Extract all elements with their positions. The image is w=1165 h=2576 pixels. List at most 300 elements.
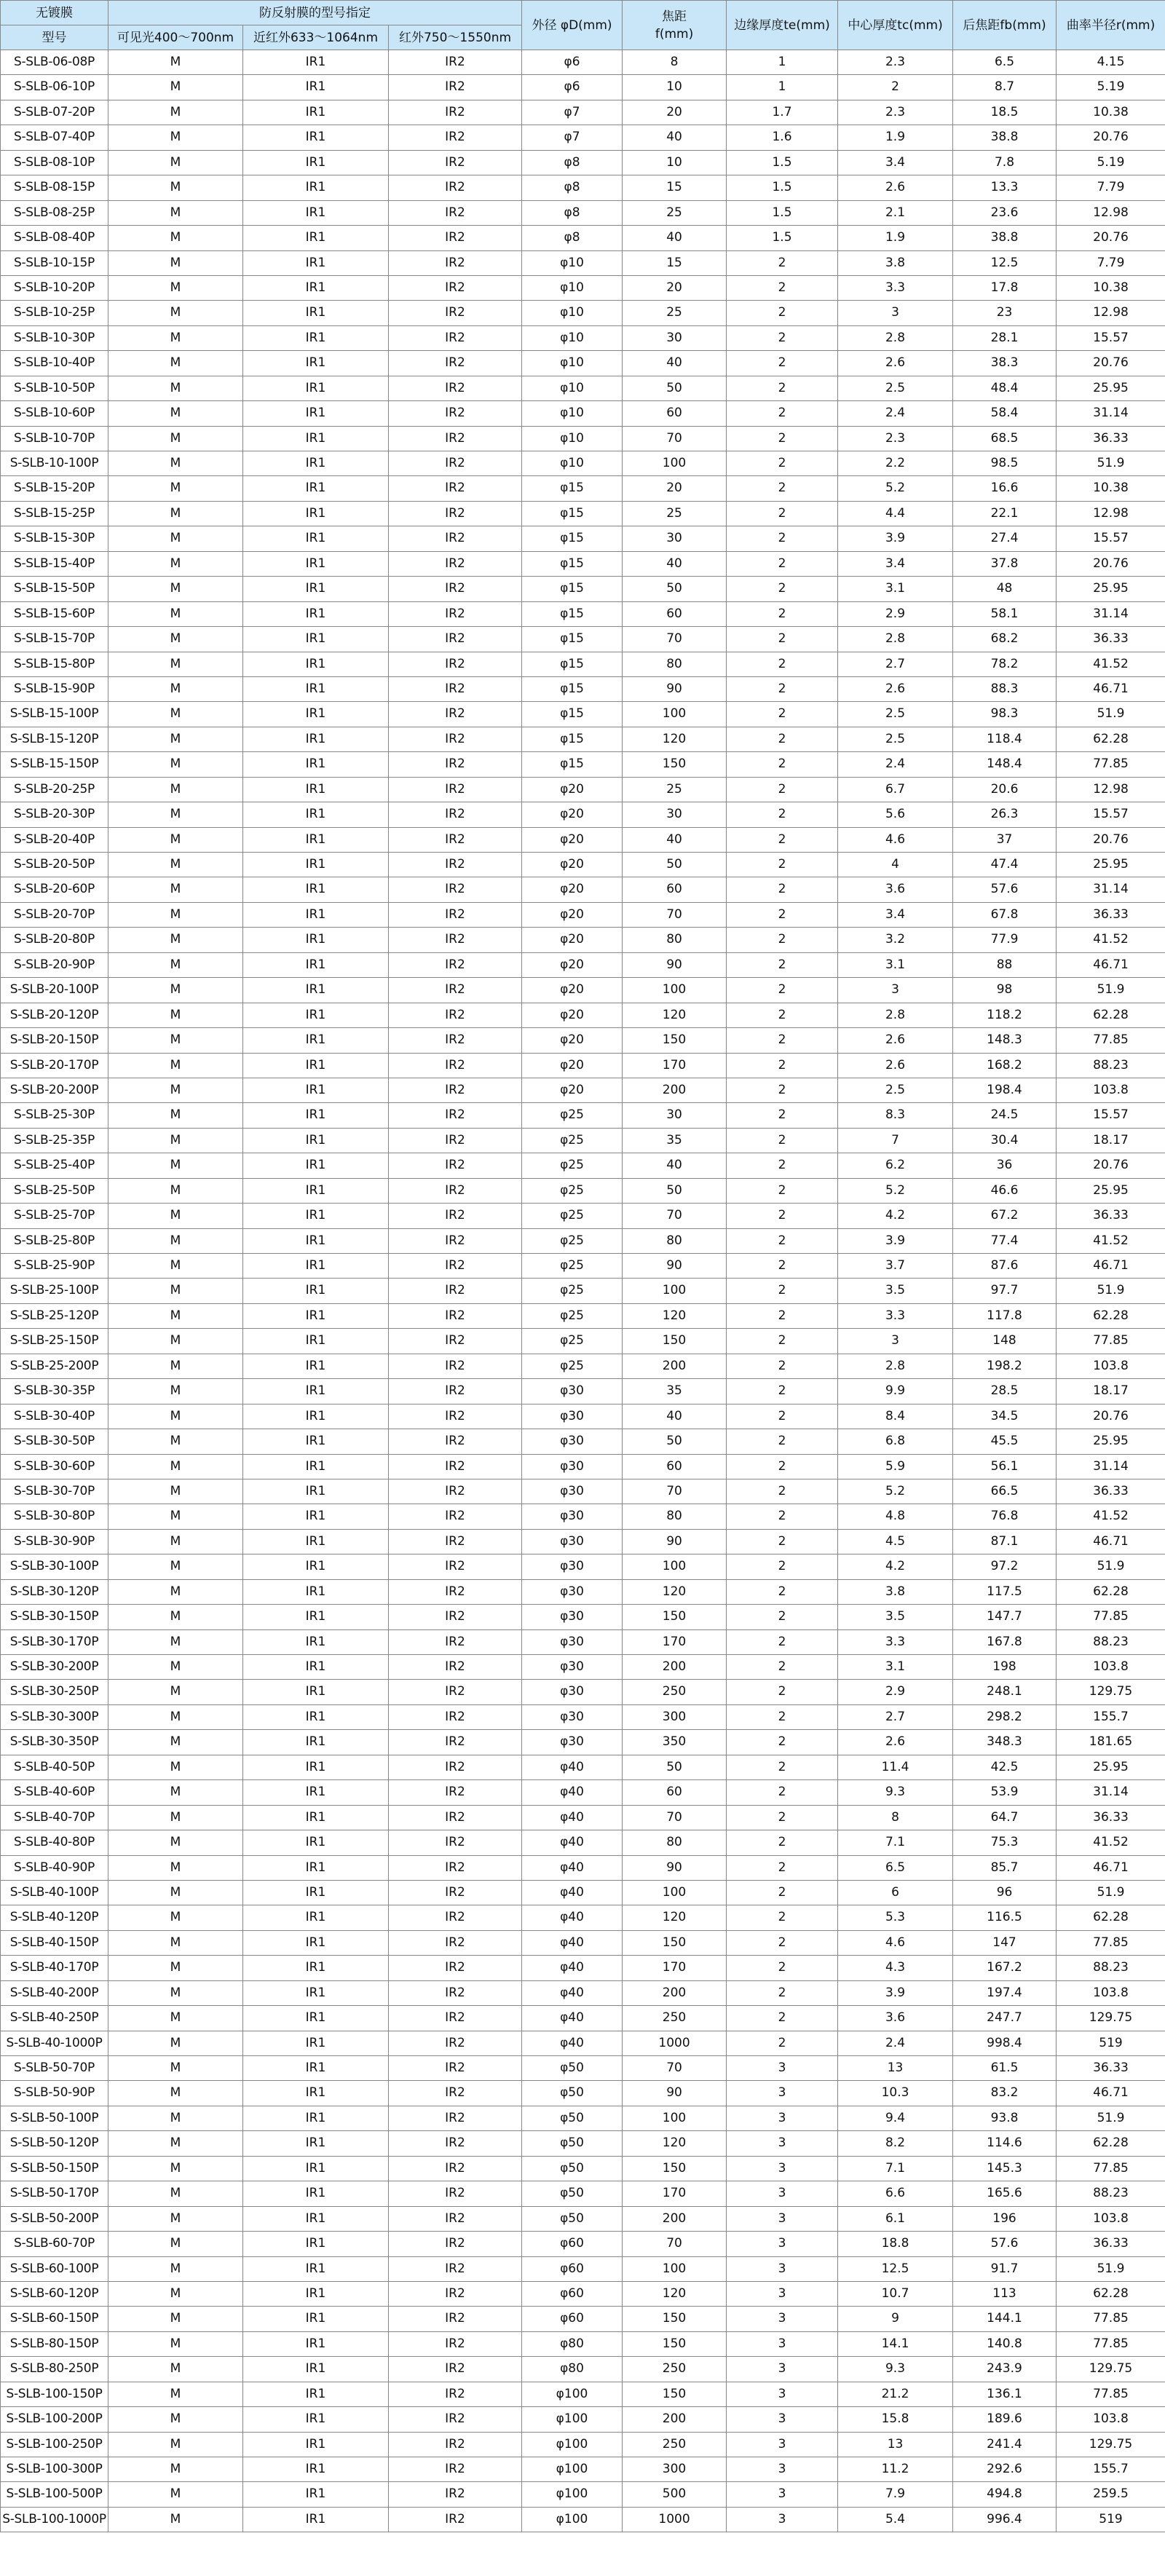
focal-length-cell: 40 — [623, 551, 727, 576]
edge-thickness-cell: 2 — [727, 451, 838, 476]
model-cell: S-SLB-40-50P — [1, 1755, 108, 1779]
back-focal-cell: 168.2 — [953, 1053, 1057, 1078]
edge-thickness-cell: 2 — [727, 1053, 838, 1078]
center-thickness-cell: 11.4 — [838, 1755, 953, 1779]
near-ir-cell: IR1 — [243, 226, 389, 250]
ir-cell: IR2 — [389, 877, 522, 902]
focal-length-cell: 90 — [623, 952, 727, 977]
diameter-cell: φ20 — [522, 1078, 623, 1102]
ir-cell: IR2 — [389, 1479, 522, 1504]
ir-cell: IR2 — [389, 2407, 522, 2432]
table-row — [1, 351, 1165, 376]
back-focal-cell: 198.4 — [953, 1078, 1057, 1102]
near-ir-cell: IR1 — [243, 601, 389, 626]
near-ir-cell: IR1 — [243, 200, 389, 225]
ar-coating-group-header: 防反射膜的型号指定 — [108, 1, 522, 25]
focal-length-cell: 80 — [623, 652, 727, 676]
diameter-cell: φ20 — [522, 1003, 623, 1027]
focal-length-cell: 100 — [623, 2106, 727, 2130]
model-cell: S-SLB-60-120P — [1, 2281, 108, 2306]
back-focal-cell: 57.6 — [953, 2232, 1057, 2256]
visible-cell: M — [108, 2056, 243, 2081]
edge-thickness-cell: 2 — [727, 1579, 838, 1604]
back-focal-cell: 117.5 — [953, 1579, 1057, 1604]
visible-cell: M — [108, 1204, 243, 1228]
radius-cell: 31.14 — [1057, 877, 1165, 902]
model-cell: S-SLB-10-15P — [1, 250, 108, 275]
back-focal-cell: 140.8 — [953, 2331, 1057, 2356]
ir-cell: IR2 — [389, 476, 522, 501]
ir-cell: IR2 — [389, 125, 522, 150]
model-cell: S-SLB-30-100P — [1, 1554, 108, 1579]
model-cell: S-SLB-08-25P — [1, 200, 108, 225]
center-thickness-cell: 1.9 — [838, 226, 953, 250]
table-row — [1, 2081, 1165, 2106]
radius-cell: 10.38 — [1057, 100, 1165, 125]
edge-thickness-cell: 1.6 — [727, 125, 838, 150]
diameter-cell: φ20 — [522, 777, 623, 802]
table-row — [1, 1529, 1165, 1554]
ir-cell: IR2 — [389, 727, 522, 751]
visible-cell: M — [108, 1504, 243, 1529]
near-ir-cell: IR1 — [243, 1704, 389, 1729]
diameter-cell: φ20 — [522, 1028, 623, 1053]
visible-cell: M — [108, 2006, 243, 2031]
visible-cell: M — [108, 75, 243, 100]
edge-thickness-cell: 2 — [727, 902, 838, 927]
center-thickness-cell: 3.9 — [838, 1980, 953, 2005]
near-ir-header: 近红外633～1064nm — [243, 25, 389, 50]
diameter-cell: φ20 — [522, 928, 623, 952]
back-focal-cell: 47.4 — [953, 853, 1057, 877]
center-thickness-cell: 3.4 — [838, 150, 953, 175]
focal-length-cell: 60 — [623, 1454, 727, 1479]
edge-thickness-cell: 3 — [727, 2131, 838, 2156]
edge-thickness-cell: 2 — [727, 853, 838, 877]
table-row — [1, 1855, 1165, 1880]
visible-cell: M — [108, 2281, 243, 2306]
ir-cell: IR2 — [389, 200, 522, 225]
center-thickness-cell: 7 — [838, 1128, 953, 1153]
near-ir-cell: IR1 — [243, 1454, 389, 1479]
ir-cell: IR2 — [389, 150, 522, 175]
ir-cell: IR2 — [389, 2106, 522, 2130]
ir-cell: IR2 — [389, 2382, 522, 2406]
near-ir-cell: IR1 — [243, 627, 389, 652]
ir-cell: IR2 — [389, 1178, 522, 1203]
ir-cell: IR2 — [389, 426, 522, 451]
visible-cell: M — [108, 1379, 243, 1404]
focal-length-cell: 30 — [623, 325, 727, 350]
back-focal-cell: 75.3 — [953, 1830, 1057, 1855]
focal-length-cell: 10 — [623, 75, 727, 100]
model-cell: S-SLB-20-200P — [1, 1078, 108, 1102]
back-focal-cell: 56.1 — [953, 1454, 1057, 1479]
radius-cell: 62.28 — [1057, 1579, 1165, 1604]
edge-thickness-cell: 2 — [727, 1830, 838, 1855]
model-cell: S-SLB-15-50P — [1, 577, 108, 601]
center-thickness-cell: 13 — [838, 2432, 953, 2457]
diameter-cell: φ30 — [522, 1655, 623, 1680]
back-focal-cell: 167.2 — [953, 1956, 1057, 1980]
near-ir-cell: IR1 — [243, 1228, 389, 1253]
visible-cell: M — [108, 1329, 243, 1354]
model-cell: S-SLB-30-80P — [1, 1504, 108, 1529]
focal-length-cell: 10 — [623, 150, 727, 175]
visible-cell: M — [108, 702, 243, 727]
center-thickness-cell: 2.3 — [838, 100, 953, 125]
near-ir-cell: IR1 — [243, 50, 389, 75]
back-focal-cell: 198.2 — [953, 1354, 1057, 1378]
diameter-cell: φ30 — [522, 1730, 623, 1755]
focal-length-cell: 35 — [623, 1128, 727, 1153]
edge-thickness-cell: 2 — [727, 376, 838, 400]
focal-length-cell: 100 — [623, 451, 727, 476]
ir-cell: IR2 — [389, 1504, 522, 1529]
radius-cell: 88.23 — [1057, 2181, 1165, 2206]
table-row — [1, 601, 1165, 626]
visible-cell: M — [108, 2106, 243, 2130]
model-cell: S-SLB-15-80P — [1, 652, 108, 676]
table-row — [1, 1204, 1165, 1228]
back-focal-cell: 147 — [953, 1930, 1057, 1955]
visible-cell: M — [108, 2307, 243, 2331]
back-focal-cell: 148.4 — [953, 752, 1057, 777]
ir-cell: IR2 — [389, 1003, 522, 1027]
near-ir-cell: IR1 — [243, 952, 389, 977]
visible-cell: M — [108, 802, 243, 827]
center-thickness-cell: 1.9 — [838, 125, 953, 150]
diameter-cell: φ15 — [522, 702, 623, 727]
back-focal-cell: 17.8 — [953, 275, 1057, 300]
edge-thickness-cell: 2 — [727, 1303, 838, 1328]
radius-cell: 88.23 — [1057, 1629, 1165, 1654]
ir-cell: IR2 — [389, 2507, 522, 2532]
table-row — [1, 1153, 1165, 1178]
ir-cell: IR2 — [389, 376, 522, 400]
visible-cell: M — [108, 376, 243, 400]
table-row — [1, 1730, 1165, 1755]
center-thickness-cell: 9.4 — [838, 2106, 953, 2130]
visible-cell: M — [108, 1228, 243, 1253]
model-cell: S-SLB-08-15P — [1, 175, 108, 200]
diameter-cell: φ25 — [522, 1153, 623, 1178]
radius-cell: 46.71 — [1057, 1855, 1165, 1880]
model-cell: S-SLB-20-170P — [1, 1053, 108, 1078]
model-cell: S-SLB-25-80P — [1, 1228, 108, 1253]
model-cell: S-SLB-40-100P — [1, 1880, 108, 1905]
ir-cell: IR2 — [389, 2006, 522, 2031]
back-focal-cell: 96 — [953, 1880, 1057, 1905]
ir-cell: IR2 — [389, 702, 522, 727]
model-cell: S-SLB-100-250P — [1, 2432, 108, 2457]
radius-cell: 7.79 — [1057, 250, 1165, 275]
back-focal-cell: 18.5 — [953, 100, 1057, 125]
near-ir-cell: IR1 — [243, 902, 389, 927]
table-row — [1, 1830, 1165, 1855]
edge-thickness-cell: 1.5 — [727, 175, 838, 200]
center-thickness-cell: 9 — [838, 2307, 953, 2331]
center-thickness-cell: 3.3 — [838, 275, 953, 300]
model-cell: S-SLB-10-60P — [1, 401, 108, 426]
focal-length-cell: 70 — [623, 1204, 727, 1228]
near-ir-cell: IR1 — [243, 2482, 389, 2507]
edge-thickness-cell: 2 — [727, 928, 838, 952]
edge-thickness-cell: 2 — [727, 702, 838, 727]
table-header — [1, 1, 1165, 50]
focal-length-cell: 40 — [623, 226, 727, 250]
diameter-header: 外径 φD(mm) — [522, 1, 623, 50]
center-thickness-cell: 10.3 — [838, 2081, 953, 2106]
radius-cell: 77.85 — [1057, 2307, 1165, 2331]
center-thickness-cell: 2.4 — [838, 2031, 953, 2055]
focal-length-cell: 250 — [623, 2357, 727, 2382]
ir-cell: IR2 — [389, 1805, 522, 1830]
visible-cell: M — [108, 1404, 243, 1429]
back-focal-cell: 20.6 — [953, 777, 1057, 802]
center-thickness-cell: 11.2 — [838, 2457, 953, 2482]
edge-thickness-cell: 2 — [727, 752, 838, 777]
model-cell: S-SLB-30-170P — [1, 1629, 108, 1654]
center-thickness-header: 中心厚度tc(mm) — [838, 1, 953, 50]
ir-cell: IR2 — [389, 2056, 522, 2081]
focal-length-cell: 100 — [623, 1554, 727, 1579]
model-cell: S-SLB-15-120P — [1, 727, 108, 751]
visible-cell: M — [108, 1053, 243, 1078]
ir-cell: IR2 — [389, 1730, 522, 1755]
back-focal-cell: 292.6 — [953, 2457, 1057, 2482]
model-cell: S-SLB-100-150P — [1, 2382, 108, 2406]
center-thickness-cell: 2.5 — [838, 702, 953, 727]
near-ir-cell: IR1 — [243, 2407, 389, 2432]
center-thickness-cell: 3.5 — [838, 1279, 953, 1303]
radius-cell: 129.75 — [1057, 1680, 1165, 1704]
ir-cell: IR2 — [389, 1579, 522, 1604]
near-ir-cell: IR1 — [243, 125, 389, 150]
back-focal-cell: 197.4 — [953, 1980, 1057, 2005]
visible-cell: M — [108, 226, 243, 250]
edge-thickness-cell: 3 — [727, 2206, 838, 2231]
back-focal-cell: 148 — [953, 1329, 1057, 1354]
visible-cell: M — [108, 2331, 243, 2356]
edge-thickness-cell: 2 — [727, 1655, 838, 1680]
near-ir-cell: IR1 — [243, 1303, 389, 1328]
edge-thickness-cell: 3 — [727, 2256, 838, 2281]
focal-length-cell: 30 — [623, 526, 727, 551]
edge-thickness-cell: 2 — [727, 978, 838, 1003]
table-row — [1, 1053, 1165, 1078]
table-row — [1, 501, 1165, 526]
near-ir-cell: IR1 — [243, 2331, 389, 2356]
table-row — [1, 1128, 1165, 1153]
focal-length-cell: 120 — [623, 2131, 727, 2156]
edge-thickness-cell: 3 — [727, 2307, 838, 2331]
radius-cell: 10.38 — [1057, 476, 1165, 501]
diameter-cell: φ30 — [522, 1379, 623, 1404]
radius-cell: 20.76 — [1057, 551, 1165, 576]
diameter-cell: φ15 — [522, 652, 623, 676]
visible-cell: M — [108, 1254, 243, 1279]
diameter-cell: φ10 — [522, 275, 623, 300]
model-cell: S-SLB-15-150P — [1, 752, 108, 777]
edge-thickness-cell: 3 — [727, 2407, 838, 2432]
diameter-cell: φ15 — [522, 752, 623, 777]
model-cell: S-SLB-15-60P — [1, 601, 108, 626]
table-row — [1, 1103, 1165, 1128]
ir-cell: IR2 — [389, 1053, 522, 1078]
ir-cell: IR2 — [389, 250, 522, 275]
diameter-cell: φ60 — [522, 2256, 623, 2281]
center-thickness-cell: 3.9 — [838, 526, 953, 551]
visible-cell: M — [108, 50, 243, 75]
model-cell: S-SLB-50-200P — [1, 2206, 108, 2231]
ir-cell: IR2 — [389, 2031, 522, 2055]
edge-thickness-cell: 2 — [727, 1454, 838, 1479]
back-focal-cell: 87.6 — [953, 1254, 1057, 1279]
model-cell: S-SLB-40-170P — [1, 1956, 108, 1980]
visible-cell: M — [108, 150, 243, 175]
ir-cell: IR2 — [389, 652, 522, 676]
ir-cell: IR2 — [389, 1655, 522, 1680]
ir-cell: IR2 — [389, 2307, 522, 2331]
center-thickness-cell: 2.9 — [838, 601, 953, 626]
center-thickness-cell: 5.9 — [838, 1454, 953, 1479]
radius-cell: 77.85 — [1057, 1028, 1165, 1053]
edge-thickness-cell: 2 — [727, 727, 838, 751]
diameter-cell: φ6 — [522, 50, 623, 75]
table-row — [1, 1254, 1165, 1279]
edge-thickness-cell: 2 — [727, 250, 838, 275]
model-cell: S-SLB-30-200P — [1, 1655, 108, 1680]
table-row — [1, 2106, 1165, 2130]
focal-length-cell: 120 — [623, 1905, 727, 1930]
focal-length-cell: 25 — [623, 777, 727, 802]
table-row — [1, 702, 1165, 727]
center-thickness-cell: 7.1 — [838, 1830, 953, 1855]
model-cell: S-SLB-25-40P — [1, 1153, 108, 1178]
model-cell: S-SLB-20-100P — [1, 978, 108, 1003]
table-row — [1, 1579, 1165, 1604]
center-thickness-cell: 2.1 — [838, 200, 953, 225]
radius-cell: 46.71 — [1057, 2081, 1165, 2106]
model-cell: S-SLB-30-50P — [1, 1429, 108, 1454]
ir-cell: IR2 — [389, 1554, 522, 1579]
diameter-cell: φ40 — [522, 1980, 623, 2005]
back-focal-cell: 23.6 — [953, 200, 1057, 225]
center-thickness-cell: 2.3 — [838, 50, 953, 75]
ir-cell: IR2 — [389, 676, 522, 701]
ir-cell: IR2 — [389, 1254, 522, 1279]
radius-cell: 20.76 — [1057, 827, 1165, 852]
edge-thickness-cell: 2 — [727, 1204, 838, 1228]
ir-cell: IR2 — [389, 100, 522, 125]
near-ir-cell: IR1 — [243, 2056, 389, 2081]
table-row — [1, 2331, 1165, 2356]
near-ir-cell: IR1 — [243, 2006, 389, 2031]
diameter-cell: φ10 — [522, 325, 623, 350]
radius-cell: 12.98 — [1057, 777, 1165, 802]
edge-thickness-cell: 2 — [727, 952, 838, 977]
visible-cell: M — [108, 952, 243, 977]
back-focal-cell: 87.1 — [953, 1529, 1057, 1554]
diameter-cell: φ40 — [522, 1830, 623, 1855]
center-thickness-cell: 3 — [838, 978, 953, 1003]
near-ir-cell: IR1 — [243, 150, 389, 175]
diameter-cell: φ50 — [522, 2156, 623, 2181]
ir-cell: IR2 — [389, 577, 522, 601]
edge-thickness-cell: 2 — [727, 275, 838, 300]
diameter-cell: φ60 — [522, 2232, 623, 2256]
visible-cell: M — [108, 2432, 243, 2457]
table-row — [1, 175, 1165, 200]
model-cell: S-SLB-25-120P — [1, 1303, 108, 1328]
ir-cell: IR2 — [389, 2482, 522, 2507]
diameter-cell: φ25 — [522, 1303, 623, 1328]
table-row — [1, 2131, 1165, 2156]
table-row — [1, 2507, 1165, 2532]
focal-length-cell: 1000 — [623, 2507, 727, 2532]
edge-thickness-cell: 2 — [727, 1529, 838, 1554]
visible-cell: M — [108, 1704, 243, 1729]
near-ir-cell: IR1 — [243, 652, 389, 676]
focal-length-cell: 70 — [623, 902, 727, 927]
visible-cell: M — [108, 1579, 243, 1604]
center-thickness-cell: 4.4 — [838, 501, 953, 526]
diameter-cell: φ50 — [522, 2206, 623, 2231]
back-focal-cell: 57.6 — [953, 877, 1057, 902]
diameter-cell: φ30 — [522, 1704, 623, 1729]
diameter-cell: φ7 — [522, 100, 623, 125]
back-focal-cell: 45.5 — [953, 1429, 1057, 1454]
edge-thickness-cell: 2 — [727, 1755, 838, 1779]
radius-cell: 15.57 — [1057, 1103, 1165, 1128]
model-cell: S-SLB-08-40P — [1, 226, 108, 250]
center-thickness-cell: 6.1 — [838, 2206, 953, 2231]
near-ir-cell: IR1 — [243, 75, 389, 100]
back-focal-cell: 494.8 — [953, 2482, 1057, 2507]
visible-cell: M — [108, 426, 243, 451]
visible-cell: M — [108, 1128, 243, 1153]
ir-cell: IR2 — [389, 2256, 522, 2281]
ir-cell: IR2 — [389, 1680, 522, 1704]
radius-cell: 36.33 — [1057, 902, 1165, 927]
near-ir-cell: IR1 — [243, 1479, 389, 1504]
center-thickness-cell: 2.6 — [838, 676, 953, 701]
center-thickness-cell: 4.3 — [838, 1956, 953, 1980]
center-thickness-cell: 2 — [838, 75, 953, 100]
focal-length-cell: 20 — [623, 100, 727, 125]
center-thickness-cell: 2.5 — [838, 1078, 953, 1102]
focal-length-cell: 120 — [623, 1003, 727, 1027]
diameter-cell: φ15 — [522, 627, 623, 652]
center-thickness-cell: 3.5 — [838, 1605, 953, 1629]
diameter-cell: φ15 — [522, 501, 623, 526]
radius-cell: 31.14 — [1057, 1454, 1165, 1479]
radius-cell: 51.9 — [1057, 1279, 1165, 1303]
center-thickness-cell: 12.5 — [838, 2256, 953, 2281]
diameter-cell: φ15 — [522, 676, 623, 701]
diameter-cell: φ100 — [522, 2382, 623, 2406]
diameter-cell: φ20 — [522, 902, 623, 927]
focal-length-cell: 100 — [623, 978, 727, 1003]
model-cell: S-SLB-15-70P — [1, 627, 108, 652]
model-cell: S-SLB-25-100P — [1, 1279, 108, 1303]
near-ir-cell: IR1 — [243, 1103, 389, 1128]
radius-cell: 103.8 — [1057, 1655, 1165, 1680]
model-cell: S-SLB-40-120P — [1, 1905, 108, 1930]
back-focal-cell: 46.6 — [953, 1178, 1057, 1203]
radius-cell: 519 — [1057, 2507, 1165, 2532]
